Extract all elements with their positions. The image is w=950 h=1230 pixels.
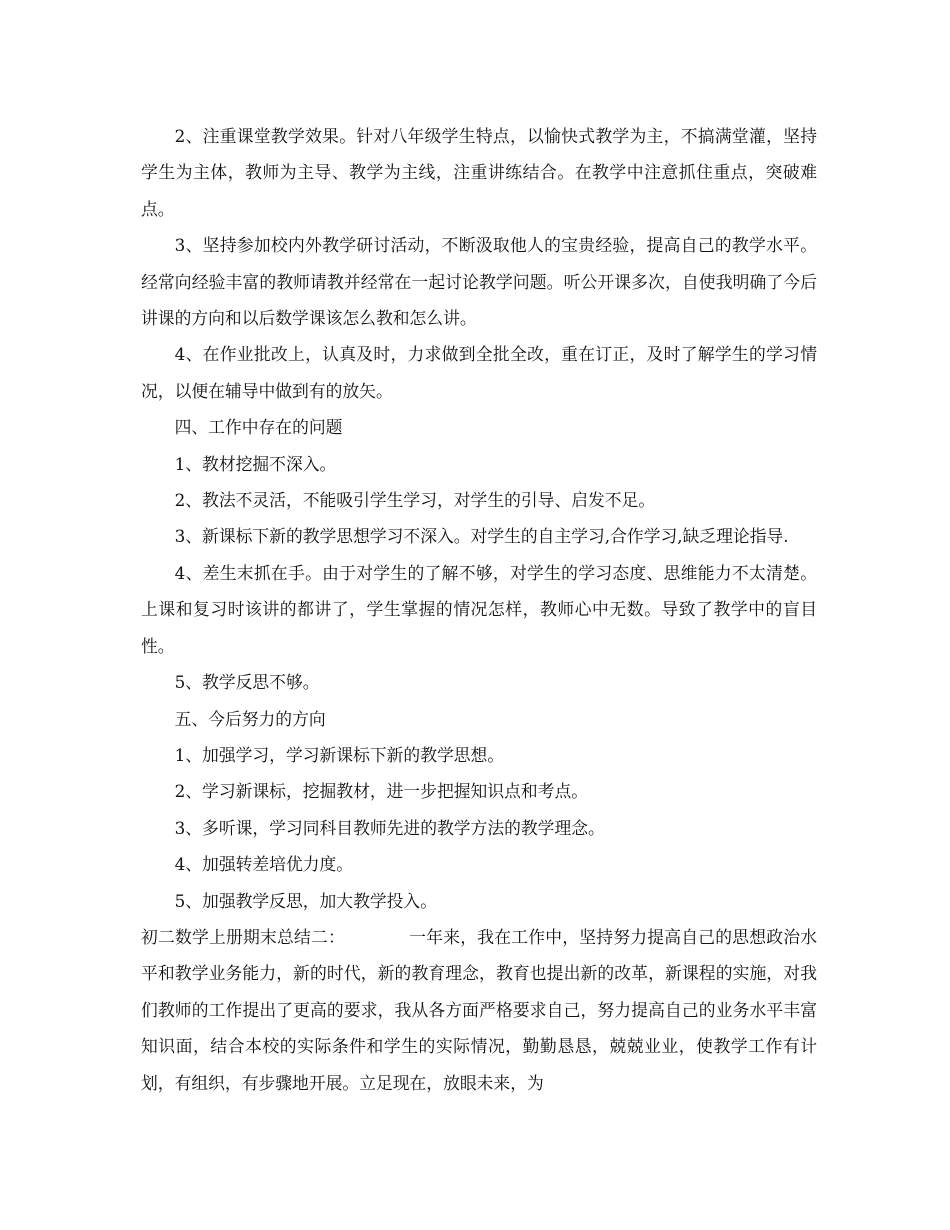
paragraph-summary-two [141, 919, 817, 1101]
list-item-direction-5: 5、加强教学反思，加大教学投入。 [174, 890, 437, 911]
section-heading-future-direction: 五、今后努力的方向 [174, 708, 326, 729]
list-item-problem-4: 4、差生末抓在手。由于对学生的了解不够，对学生的学习态度、思维能力不太清楚。上课和复习时该讲的都讲了，学生掌握的情况怎样，教师心中无数。导致了教学中的盲目性。 [141, 562, 817, 656]
paragraph-homework-correction: 4、在作业批改上，认真及时，力求做到全批全改，重在订正，及时了解学生的学习情况，以便在辅导中做到有的放矢。 [141, 344, 817, 401]
list-item-direction-3: 3、多听课，学习同科目教师先进的教学方法的教学理念。 [174, 817, 605, 838]
summary-two-heading: 初二数学上册期末总结二： [141, 926, 345, 947]
list-item-problem-3: 3、新课标下新的教学思想学习不深入。对学生的自主学习,合作学习,缺乏理论指导. [174, 526, 789, 547]
list-item-problem-2: 2、教法不灵活，不能吸引学生学习，对学生的引导、启发不足。 [174, 490, 656, 511]
section-heading-problems: 四、工作中存在的问题 [174, 417, 343, 438]
paragraph-research-activities: 3、坚持参加校内外教学研讨活动，不断汲取他人的宝贵经验，提高自己的教学水平。经常向经验丰富的教师请教并经常在一起讨论教学问题。听公开课多次，自使我明确了今后讲课的方向和以后数学课该怎么教和怎么讲。 [141, 235, 817, 329]
document-body [141, 118, 817, 1101]
summary-two-text: 一年来，我在工作中，坚持努力提高自己的思想政治水平和教学业务能力，新的时代，新的教育理念，教育也提出新的改革，新课程的实施，对我们教师的工作提出了更高的要求，我从各方面严格要求自己，努力提高自己的业务水平丰富知识面，结合本校的实际条件和学生的实际情况，勤勤恳恳，兢兢业业，使教学工作有计划，有组织，有步骤地开展。立足现在，放眼未来，为 [141, 926, 817, 1093]
list-item-direction-2: 2、学习新课标，挖掘教材，进一步把握知识点和考点。 [174, 781, 589, 802]
list-item-problem-5: 5、教学反思不够。 [174, 672, 320, 693]
list-item-direction-4: 4、加强转差培优力度。 [174, 854, 354, 875]
paragraph-teaching-effect: 2、注重课堂教学效果。针对八年级学生特点，以愉快式教学为主，不搞满堂灌，坚持学生为主体，教师为主导、教学为主线，注重讲练结合。在教学中注意抓住重点，突破难点。 [141, 126, 817, 219]
list-item-problem-1: 1、教材挖掘不深入。 [174, 453, 337, 474]
list-item-direction-1: 1、加强学习，学习新课标下新的教学思想。 [174, 744, 505, 765]
